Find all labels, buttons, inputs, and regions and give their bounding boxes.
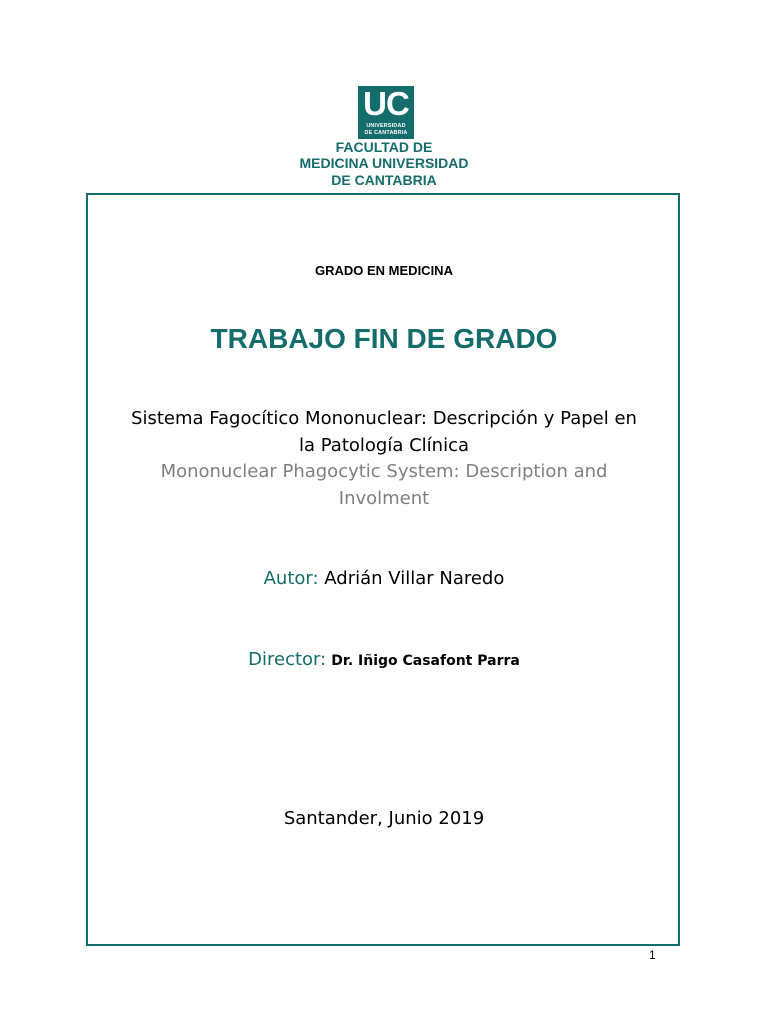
author-label: Autor: <box>263 568 319 589</box>
thesis-title-en-line-2: Involment <box>338 488 430 509</box>
director-name: Dr. Iñigo Casafont Parra <box>331 653 520 669</box>
logo-line-2: DE CANTABRIA <box>364 130 408 136</box>
thesis-title-es-line-1: Sistema Fagocítico Mononuclear: Descripción y Papel en <box>131 408 637 429</box>
work-type-title: TRABAJO FIN DE GRADO <box>210 323 558 354</box>
place-date: Santander, Junio 2019 <box>283 808 485 829</box>
director-line <box>0 649 768 670</box>
university-logo <box>358 86 414 139</box>
thesis-title-es-line-2: la Patología Clínica <box>299 435 469 456</box>
faculty-name-line-1: FACULTAD DE <box>335 139 433 155</box>
faculty-name-line-2: MEDICINA UNIVERSIDAD <box>299 155 469 171</box>
logo-line-1: UNIVERSIDAD <box>366 123 406 129</box>
thesis-title-en-line-1: Mononuclear Phagocytic System: Description and <box>160 461 608 482</box>
author-line <box>0 568 768 589</box>
director-label: Director: <box>248 649 327 670</box>
degree-heading: GRADO EN MEDICINA <box>315 263 453 278</box>
author-name: Adrián Villar Naredo <box>324 568 505 589</box>
faculty-name-line-3: DE CANTABRIA <box>331 172 437 188</box>
page-number: 1 <box>649 948 656 962</box>
logo-initials: UC <box>363 85 409 122</box>
